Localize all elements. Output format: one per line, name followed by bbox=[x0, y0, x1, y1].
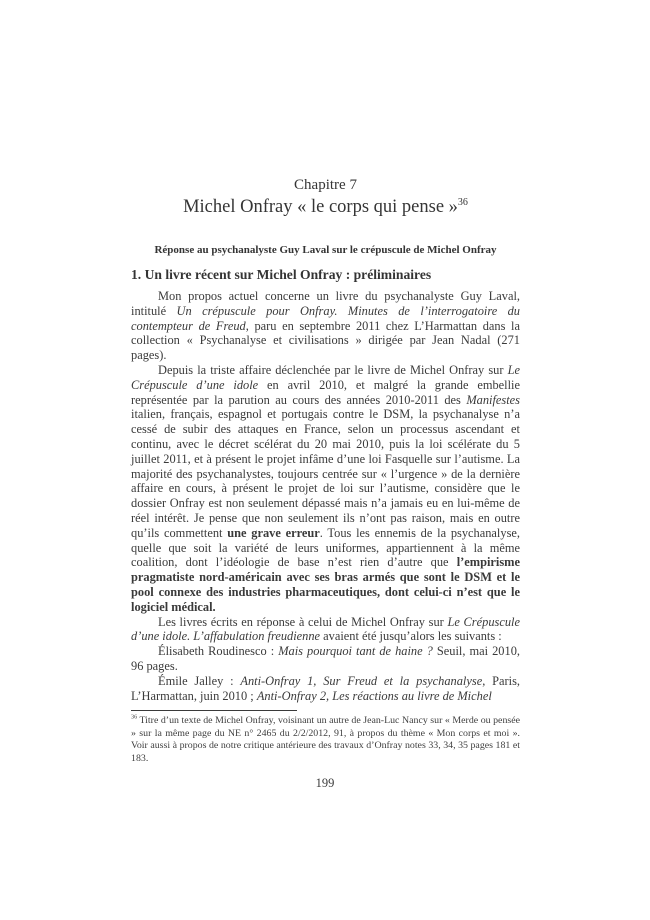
page-number: 199 bbox=[315, 776, 335, 790]
text-run: Le Crépuscule d’une idole bbox=[131, 362, 520, 392]
section-heading: 1. Un livre récent sur Michel Onfray : préliminaires bbox=[131, 267, 432, 282]
text-run: , paru en septembre 2011 chez L’Harmattan dans la collection « Psychanalyse et civilisations » dirigée par Jean Nadal (271 pages). bbox=[131, 318, 520, 363]
text-run: Élisabeth Roudinesco : bbox=[158, 644, 279, 659]
chapter-subtitle: Réponse au psychanalyste Guy Laval sur le crépuscule de Michel Onfray bbox=[154, 244, 497, 256]
footnote-marker: 36 bbox=[131, 714, 138, 721]
footnote-block bbox=[131, 710, 520, 766]
paragraph bbox=[131, 615, 520, 645]
text-run: Émile Jalley : bbox=[158, 673, 241, 688]
text-run: Titre d’un texte de Michel Onfray, voisinant un autre de Jean-Luc Nancy sur « Merde ou pensée » sur la même page du NE n° 2465 du 2/2/2012, 91, à propos du thème « Mon corps et moi ». Voir aussi à propos de notre critique antérieure des travaux d’Onfray notes 33, 34, 35 pages 181 et 183. bbox=[131, 715, 520, 765]
chapter-title bbox=[131, 195, 520, 219]
text-run: en avril 2010, et malgré la grande embellie représentée par la parution au cours des années 2010-2011 des bbox=[131, 377, 520, 407]
footnote-reference: 36 bbox=[457, 196, 468, 208]
text-run: l’empirisme pragmatiste nord-américain avec ses bras armés que sont le DSM et le pool connexe des industries pharmaceutiques, dont celui-ci n’est que le logiciel médical. bbox=[131, 555, 520, 614]
text-run: Manifestes bbox=[466, 392, 520, 407]
text-run: italien, français, espagnol et portugais contre le DSM, la psychanalyse n’a cessé de subir des attaques en France, selon un processus ascendant et continu, avec le décret scélérat du 20 mai 2010, puis la loi scélérate du 5 juillet 2011, et à présent le projet infâme d’une loi Fasquelle sur l’autisme. La majorité des psychanalystes, toujours centrée sur « l’urgence » de la dernière affaire en cours, à présent le projet de loi sur l’autisme, considère que le dossier Onfray est non seulement dépassé mais n’a jamais eu en lui-même de réel intérêt. Je pense que non seulement ils n’ont pas raison, mais en outre qu’ils commettent bbox=[131, 407, 520, 540]
text-run: Anti-Onfray 2, Les réactions au livre de Michel bbox=[256, 688, 492, 703]
chapter-number: Chapitre 7 bbox=[294, 177, 357, 193]
paragraph bbox=[131, 289, 520, 363]
text-run: Depuis la triste affaire déclenchée par le livre de Michel Onfray sur bbox=[158, 362, 508, 377]
body-text bbox=[131, 289, 520, 703]
text-run: Les livres écrits en réponse à celui de Michel Onfray sur bbox=[158, 614, 448, 629]
text-run: avaient été jusqu’alors les suivants : bbox=[320, 629, 502, 644]
text-run: , Paris, L’Harmattan, juin 2010 ; bbox=[131, 673, 520, 703]
text-run: Le Crépuscule d’une idole. L’affabulation freudienne bbox=[131, 614, 520, 644]
paragraph bbox=[131, 644, 520, 674]
paragraph bbox=[131, 363, 520, 615]
text-run: Mon propos actuel concerne un livre du psychanalyste Guy Laval, intitulé bbox=[131, 289, 520, 318]
text-run: Un crépuscule pour Onfray. Minutes de l’interrogatoire du contempteur de Freud bbox=[131, 303, 520, 333]
text-run: une grave erreur bbox=[227, 525, 320, 540]
text-run: Mais pourquoi tant de haine ? bbox=[278, 644, 433, 659]
chapter-title-text: Michel Onfray « le corps qui pense » bbox=[183, 197, 458, 217]
text-run: . Tous les ennemis de la psychanalyse, quelle que soit la variété de leurs uniformes, appartiennent à la même coalition, dont l’idéologie de base n’est rien d’autre que bbox=[131, 525, 520, 570]
page-content bbox=[131, 176, 520, 703]
footnote-separator-rule bbox=[131, 710, 297, 711]
text-run: Seuil, mai 2010, 96 pages. bbox=[131, 644, 520, 673]
footnote-text bbox=[131, 715, 520, 766]
paragraph bbox=[131, 674, 520, 704]
text-run: Anti-Onfray 1, Sur Freud et la psychanalyse bbox=[240, 673, 483, 688]
